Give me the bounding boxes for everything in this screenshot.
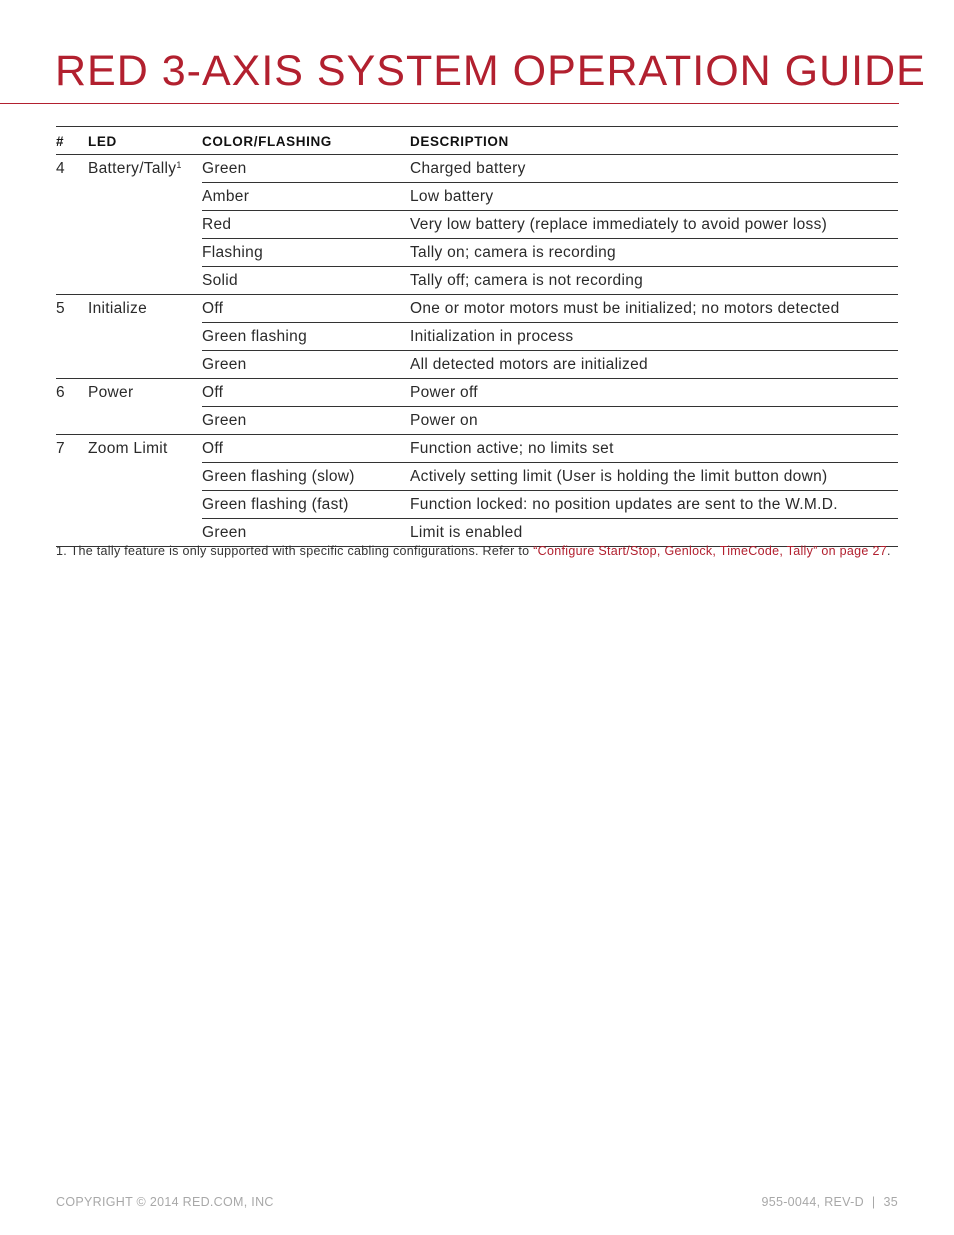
- cell-description: Function active; no limits set: [410, 435, 898, 463]
- cell-color-flashing: Off: [202, 295, 410, 323]
- header-num: #: [56, 127, 88, 155]
- header-led: LED: [88, 127, 202, 155]
- table-row: [56, 435, 898, 463]
- led-name: Initialize: [88, 299, 147, 317]
- cell-description: All detected motors are initialized: [410, 351, 898, 379]
- led-name: Battery/Tally: [88, 159, 177, 177]
- led-status-table: [56, 126, 898, 547]
- footnote-text: 1. The tally feature is only supported with specific cabling configurations. Refer to: [56, 544, 534, 558]
- table-row: [56, 295, 898, 323]
- cell-description: Function locked: no position updates are sent to the W.M.D.: [410, 491, 898, 519]
- cell-color-flashing: Green flashing: [202, 323, 410, 351]
- table-row: [56, 491, 898, 519]
- table-row: [56, 463, 898, 491]
- cell-description: Power on: [410, 407, 898, 435]
- table-row: [56, 183, 898, 211]
- cell-num: 5: [56, 299, 65, 317]
- cell-color-flashing: Off: [202, 435, 410, 463]
- cell-num: 7: [56, 439, 65, 457]
- footer-doc-info: [761, 1195, 898, 1209]
- cell-color-flashing: Green: [202, 351, 410, 379]
- cell-description: Tally off; camera is not recording: [410, 267, 898, 295]
- cell-led: [88, 211, 202, 239]
- cell-color-flashing: Green flashing (slow): [202, 463, 410, 491]
- cell-num: 6: [56, 383, 65, 401]
- cell-led: [88, 295, 202, 323]
- cell-color-flashing: Flashing: [202, 239, 410, 267]
- footnote-link[interactable]: “Configure Start/Stop, Genlock, TimeCode, Tally” on page 27: [533, 544, 887, 558]
- footnote-suffix: .: [886, 544, 891, 558]
- footer-page-number: 35: [883, 1195, 898, 1209]
- cell-description: Actively setting limit (User is holding the limit button down): [410, 463, 898, 491]
- cell-color-flashing: Red: [202, 211, 410, 239]
- table-header-row: [56, 127, 898, 155]
- table-row: [56, 155, 898, 183]
- cell-led: [88, 435, 202, 463]
- table-row: [56, 407, 898, 435]
- cell-led: [88, 183, 202, 211]
- cell-color-flashing: Green: [202, 407, 410, 435]
- led-name: Power: [88, 383, 134, 401]
- cell-num: [56, 463, 88, 491]
- table-row: [56, 211, 898, 239]
- cell-num: [56, 239, 88, 267]
- cell-led: [88, 155, 202, 183]
- cell-description: One or motor motors must be initialized; no motors detected: [410, 295, 898, 323]
- cell-num: [56, 351, 88, 379]
- cell-led: [88, 351, 202, 379]
- cell-description: Very low battery (replace immediately to avoid power loss): [410, 211, 898, 239]
- cell-led: [88, 407, 202, 435]
- footer-copyright: COPYRIGHT © 2014 RED.COM, INC: [56, 1195, 274, 1209]
- cell-color-flashing: Green: [202, 155, 410, 183]
- cell-description: Power off: [410, 379, 898, 407]
- cell-led: [88, 239, 202, 267]
- cell-description: Tally on; camera is recording: [410, 239, 898, 267]
- footer-doc-id: 955-0044, REV-D: [761, 1195, 864, 1209]
- footnote: [56, 543, 898, 559]
- cell-color-flashing: Green: [202, 519, 410, 547]
- header-description: DESCRIPTION: [410, 127, 898, 155]
- page-title: RED 3-AXIS SYSTEM OPERATION GUIDE: [55, 47, 926, 95]
- cell-num: 4: [56, 159, 65, 177]
- cell-num: [56, 183, 88, 211]
- cell-description: Charged battery: [410, 155, 898, 183]
- cell-num: [56, 211, 88, 239]
- cell-color-flashing: Solid: [202, 267, 410, 295]
- cell-color-flashing: Amber: [202, 183, 410, 211]
- cell-description: Initialization in process: [410, 323, 898, 351]
- cell-num: [56, 323, 88, 351]
- header-color-flashing: COLOR/FLASHING: [202, 127, 410, 155]
- cell-led: [88, 267, 202, 295]
- table-row: [56, 379, 898, 407]
- footer-separator: |: [871, 1195, 876, 1209]
- cell-led: [88, 463, 202, 491]
- cell-color-flashing: Off: [202, 379, 410, 407]
- cell-led: [88, 323, 202, 351]
- table-row: [56, 323, 898, 351]
- cell-num: [56, 491, 88, 519]
- cell-description: Low battery: [410, 183, 898, 211]
- cell-description: Limit is enabled: [410, 519, 898, 547]
- title-divider: [0, 103, 899, 104]
- table-row: [56, 239, 898, 267]
- footnote-marker: 1: [176, 159, 182, 170]
- table-row: [56, 267, 898, 295]
- table-row: [56, 351, 898, 379]
- cell-color-flashing: Green flashing (fast): [202, 491, 410, 519]
- cell-num: [56, 407, 88, 435]
- cell-num: [56, 267, 88, 295]
- cell-led: [88, 379, 202, 407]
- led-name: Zoom Limit: [88, 439, 168, 457]
- cell-led: [88, 491, 202, 519]
- table-body: [56, 155, 898, 547]
